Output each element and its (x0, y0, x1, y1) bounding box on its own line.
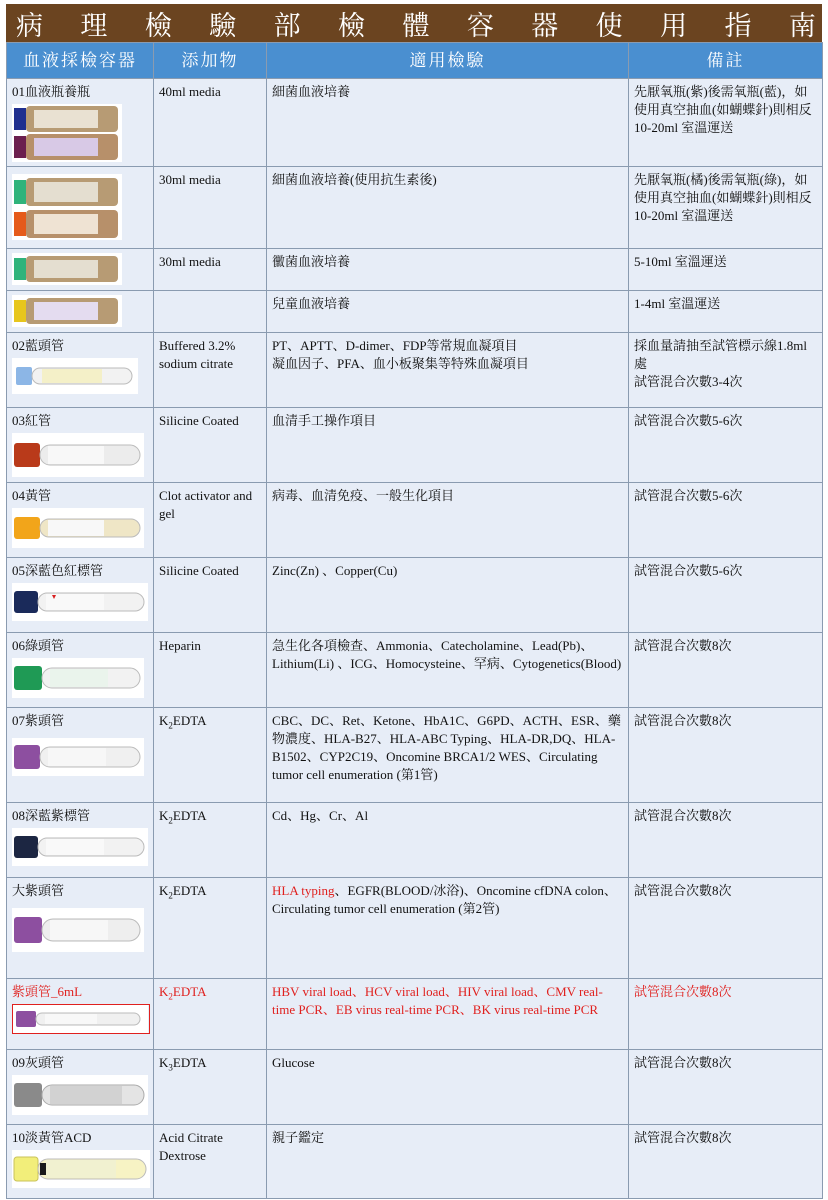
table-row (7, 483, 823, 558)
green-cap-tube-icon (12, 658, 148, 698)
tests-cell: 細菌血液培養 (267, 79, 629, 167)
blood-culture-bottles-icon (12, 104, 148, 162)
container-cell: 08深藍紫標管 (7, 803, 154, 878)
additive-cell: Heparin (154, 633, 267, 708)
tests-cell: PT、APTT、D-dimer、FDP等常規血凝項目 凝血因子、PFA、血小板聚集等特殊血凝項目 (267, 333, 629, 408)
table-row (7, 249, 823, 291)
table-row (7, 1050, 823, 1125)
remarks-cell: 先厭氧瓶(紫)後需氧瓶(藍)，如使用真空抽血(如蝴蝶針)則相反 10-20ml 室溫運送 (629, 79, 823, 167)
tests-cell: 血清手工操作項目 (267, 408, 629, 483)
container-cell: 10淡黃管ACD (7, 1125, 154, 1199)
table-row (7, 291, 823, 333)
container-cell (7, 291, 154, 333)
container-cell: 紫頭管_6mL (7, 979, 154, 1050)
container-cell: 大紫頭管 (7, 878, 154, 979)
yellow-cap-tube-icon (12, 508, 148, 548)
additive-cell: Clot activator and gel (154, 483, 267, 558)
title-bar (6, 4, 822, 42)
container-cell: 06綠頭管 (7, 633, 154, 708)
additive-cell: 30ml media (154, 249, 267, 291)
purple-cap-tube-icon (12, 738, 148, 776)
remarks-cell: 試管混合次數8次 (629, 878, 823, 979)
container-cell: 02藍頭管 (7, 333, 154, 408)
table-row (7, 333, 823, 408)
container-cell: 04黃管 (7, 483, 154, 558)
tests-cell: HBV viral load、HCV viral load、HIV viral load、CMV real-time PCR、EB virus real-time PCR、BK virus real-time PCR (267, 979, 629, 1050)
remarks-cell: 5-10ml 室溫運送 (629, 249, 823, 291)
remarks-cell: 採血量請抽至試管標示線1.8ml處 試管混合次數3-4次 (629, 333, 823, 408)
remarks-cell: 先厭氧瓶(橘)後需氧瓶(綠)，如使用真空抽血(如蝴蝶針)則相反 10-20ml 室溫運送 (629, 167, 823, 249)
table-row (7, 878, 823, 979)
blood-culture-bottles-icon (12, 174, 148, 240)
remarks-cell: 1-4ml 室溫運送 (629, 291, 823, 333)
additive-cell: Buffered 3.2% sodium citrate (154, 333, 267, 408)
tests-cell: HLA typing、EGFR(BLOOD/冰浴)、Oncomine cfDNA colon、Circulating tumor cell enumeration (第2管) (267, 878, 629, 979)
blood-culture-bottle-icon (12, 253, 148, 285)
purple-6ml-tube-icon (12, 1004, 150, 1034)
table-row (7, 633, 823, 708)
tests-cell: Zinc(Zn) 、Copper(Cu) (267, 558, 629, 633)
navy-cap-tube-icon (12, 583, 148, 621)
additive-cell: 30ml media (154, 167, 267, 249)
additive-cell: $K_3EDTA$ (154, 1050, 267, 1125)
additive-cell: Silicine Coated (154, 408, 267, 483)
container-cell (7, 167, 154, 249)
table-row (7, 1125, 823, 1199)
container-table (6, 42, 823, 1199)
header-remarks: 備註 (629, 43, 823, 79)
remarks-cell: 試管混合次數5-6次 (629, 483, 823, 558)
tests-cell: 病毒、血清免疫、一般生化項目 (267, 483, 629, 558)
remarks-cell: 試管混合次數5-6次 (629, 558, 823, 633)
navy-purple-cap-tube-icon (12, 828, 148, 866)
remarks-cell: 試管混合次數8次 (629, 633, 823, 708)
tests-cell: CBC、DC、Ret、Ketone、HbA1C、G6PD、ACTH、ESR、藥物濃度、HLA-B27、HLA-ABC Typing、HLA-DR,DQ、HLA-B1502、CYP2C19、Oncomine BRCA1/2 WES、Circulating tumor cell enumeration (第1管) (267, 708, 629, 803)
tests-cell: 親子鑑定 (267, 1125, 629, 1199)
additive-cell: Acid Citrate Dextrose (154, 1125, 267, 1199)
container-cell: 03紅管 (7, 408, 154, 483)
container-cell: 09灰頭管 (7, 1050, 154, 1125)
additive-cell (154, 291, 267, 333)
tests-cell: 兒童血液培養 (267, 291, 629, 333)
container-cell: 01血液瓶養瓶 (7, 79, 154, 167)
table-row (7, 708, 823, 803)
remarks-cell: 試管混合次數8次 (629, 1125, 823, 1199)
container-cell: 05深藍色紅標管 (7, 558, 154, 633)
additive-cell: $K_2EDTA$ (154, 708, 267, 803)
table-row (7, 408, 823, 483)
remarks-cell: 試管混合次數8次 (629, 803, 823, 878)
tests-cell: 細菌血液培養(使用抗生素後) (267, 167, 629, 249)
tests-cell: 黴菌血液培養 (267, 249, 629, 291)
container-cell (7, 249, 154, 291)
red-cap-tube-icon (12, 433, 148, 477)
remarks-cell: 試管混合次數5-6次 (629, 408, 823, 483)
header-tests: 適用檢驗 (267, 43, 629, 79)
table-row (7, 803, 823, 878)
container-cell: 07紫頭管 (7, 708, 154, 803)
table-row (7, 558, 823, 633)
tests-cell: Glucose (267, 1050, 629, 1125)
grey-cap-tube-icon (12, 1075, 148, 1115)
additive-cell: $K_2EDTA$ (154, 803, 267, 878)
additive-cell: Silicine Coated (154, 558, 267, 633)
additive-cell: 40ml media (154, 79, 267, 167)
remarks-cell: 試管混合次數8次 (629, 708, 823, 803)
tests-cell: 急生化各項檢查、Ammonia、Catecholamine、Lead(Pb)、Lithium(Li) 、ICG、Homocysteine、罕病、Cytogenetics(Blood) (267, 633, 629, 708)
header-container: 血液採檢容器 (7, 43, 154, 79)
tests-cell: Cd、Hg、Cr、Al (267, 803, 629, 878)
blue-cap-tube-icon (12, 358, 148, 394)
remarks-cell: 試管混合次數8次 (629, 1050, 823, 1125)
table-header-row (7, 43, 823, 79)
large-purple-cap-tube-icon (12, 908, 148, 952)
page-title: 病 理 檢 驗 部 檢 體 容 器 使 用 指 南 (16, 10, 816, 42)
header-additive: 添加物 (154, 43, 267, 79)
blood-culture-bottle-icon (12, 295, 148, 327)
table-row (7, 167, 823, 249)
additive-cell: $K_2EDTA$ (154, 878, 267, 979)
remarks-cell: 試管混合次數8次 (629, 979, 823, 1050)
additive-cell: $K_2EDTA$ (154, 979, 267, 1050)
light-yellow-cap-tube-icon (12, 1150, 148, 1188)
table-row (7, 79, 823, 167)
table-row (7, 979, 823, 1050)
